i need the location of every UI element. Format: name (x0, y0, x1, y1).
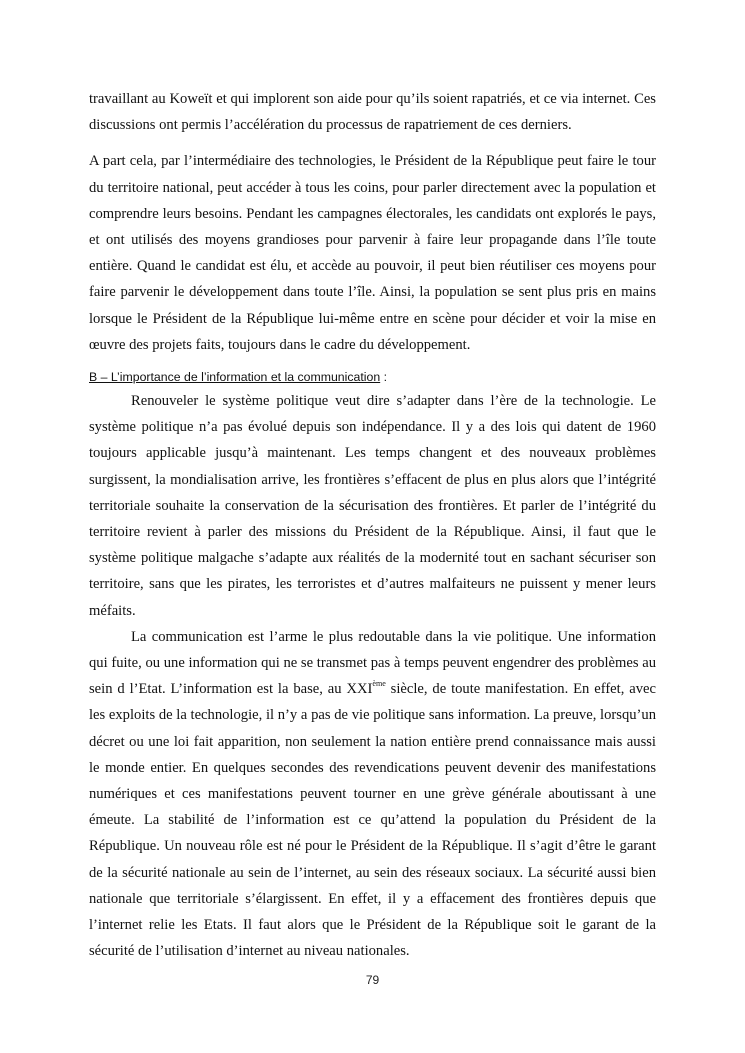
century-ordinal-superscript: ème (372, 679, 386, 689)
section-heading-title: B – L’importance de l’information et la communication (89, 370, 381, 385)
document-page (89, 86, 656, 965)
section-heading-colon: : (380, 370, 388, 385)
paragraph-communication-part2: siècle, de toute manifestation. En effet, avec les exploits de la technologie, il n’y a pas de vie politique sans information. La preuve, lorsqu’un décret ou une loi fait apparition, non seulement la nation entière prend connaissance mais aussi le monde entier. En quelques secondes des revendications peuvent devenir des manifestations numériques et ces manifestations peuvent tourner en une grève générale aboutissant à une émeute. La stabilité de l’information est ce qu’attend la population du Président de la République. Un nouveau rôle est né pour le Président de la République. Il s’agit d’être le garant de la sécurité nationale au sein de l’internet, au sein des réseaux sociaux. La sécurité aussi bien nationale que territoriale s’élargissent. En effet, il y a effacement des frontières depuis que l’internet relie les Etats. Il faut alors que le Président de la République soit le garant de la sécurité de l’utilisation d’internet au niveau nationales. (89, 681, 656, 960)
paragraph-communication (89, 624, 656, 965)
paragraph-political-system: Renouveler le système politique veut dire s’adapter dans l’ère de la technologie. Le système politique n’a pas évolué depuis son indépendance. Il y a des lois qui datent de 1960 toujours applicable jusqu’à maintenant. Les temps changent et des nouveaux problèmes surgissent, la mondialisation arrive, les frontières s’effacent de plus en plus alors que l’intégrité territoriale souhaite la conservation de la sécurisation des frontières. Et parler de l’intégrité du territoire revient à parler des missions du Président de la République. Ainsi, il faut que le système politique malgache s’adapte aux réalités de la modernité tout en sachant sécuriser son territoire, sans que les pirates, les terroristes et d’autres malfaiteurs ne puissent y mener leurs méfaits. (89, 393, 656, 619)
page-number: 79 (365, 973, 380, 987)
paragraph-president-technology: A part cela, par l’intermédiaire des technologies, le Président de la République peut faire le tour du territoire national, peut accéder à tous les coins, pour parler directement avec la population et comprendre leurs besoins. Pendant les campagnes électorales, les candidats ont explorés le pays, et ont utilisés des moyens grandioses pour parvenir à faire leur propagande dans l’île toute entière. Quand le candidat est élu, et accède au pouvoir, il peut bien réutiliser ces moyens pour faire parvenir le développement dans toute l’île. Ainsi, la population se sent plus pris en mains lorsque le Président de la République lui-même entre en scène pour décider et voir la mise en œuvre des projets faits, toujours dans le cadre du développement. (89, 153, 656, 353)
paragraph-continuation: travaillant au Koweït et qui implorent son aide pour qu’ils soient rapatriés, et ce via internet. Ces discussions ont permis l’accélération du processus de rapatriement de ces derniers. (89, 91, 656, 134)
paragraph-communication-part1: La communication est l’arme le plus redoutable dans la vie politique. Une information qui fuite, ou une information qui ne se transmet pas à temps peuvent engendrer des problèmes au sein d l’Etat. L’information est la base, au XXI (89, 628, 656, 698)
section-heading (89, 366, 656, 388)
